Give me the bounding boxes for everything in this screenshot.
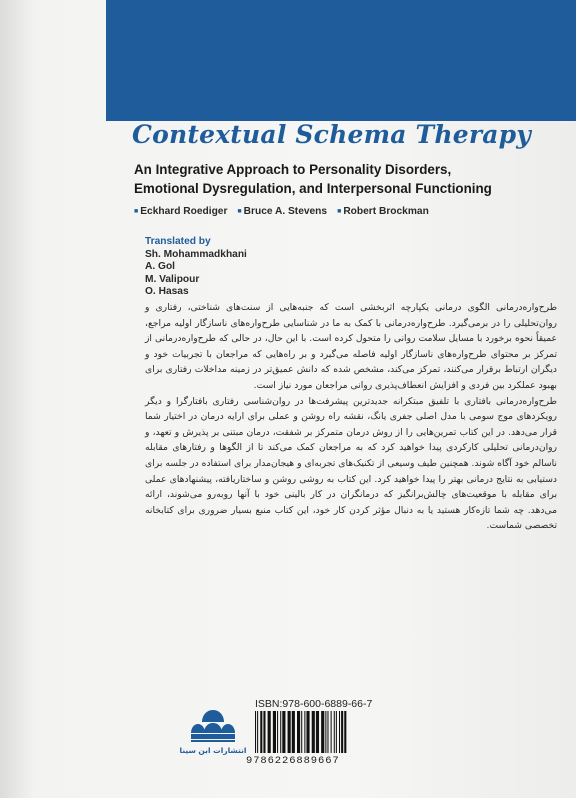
barcode-bar [255, 711, 256, 753]
barcode-digits: 9786226889667 [246, 755, 340, 767]
barcode-bar [327, 711, 328, 753]
translator-list [145, 236, 345, 299]
barcode-bar [268, 711, 271, 753]
barcode-bar [341, 711, 343, 753]
barcode-bar [297, 711, 300, 753]
barcode-bar [301, 711, 302, 753]
barcode-bar [282, 711, 285, 753]
publisher-name: انتشارات ابن سینا [179, 746, 247, 755]
dome-logo-icon [179, 708, 247, 764]
barcode-bar [292, 711, 295, 753]
barcode-bar [321, 711, 324, 753]
author-name: ■ Robert Brockman [337, 206, 429, 217]
book-subtitle [134, 160, 554, 198]
description-text [145, 300, 557, 534]
translator-name: M. Valipour [145, 273, 200, 285]
translator-name: Sh. Mohammadkhani [145, 248, 247, 260]
author-list [134, 206, 554, 217]
barcode-bar [257, 711, 258, 753]
isbn-label: ISBN:978-600-6889-66-7 [255, 698, 373, 710]
barcode-bar [334, 711, 335, 753]
barcode-bar [339, 711, 340, 753]
barcode-bar [273, 711, 276, 753]
author-name: ■ Bruce A. Stevens [237, 206, 327, 217]
barcode-bar [344, 711, 346, 753]
subtitle-line-2: Emotional Dysregulation, and Interpersonal Functioning [134, 181, 492, 196]
barcode-icon [253, 711, 395, 753]
barcode-bar [312, 711, 315, 753]
barcode-bar [325, 711, 326, 753]
author-name: ■ Eckhard Roediger [134, 206, 227, 217]
translator-name: A. Gol [145, 261, 175, 272]
description-paragraph-1: طرح‌واره‌درمانی الگوی درمانی یکپارچه اثربخشی است که جنبه‌هایی از سنت‌های شناختی، رفتاری و روان‌تحلیلی را در برمی‌گیرد. طرح‌واره‌درمانی با کمک به ما در شناسایی طرح‌واره‌های ناسازگار اولیه مراجع، عمیقاً نحوه برخورد با مسایل سلامت روانی را متحول کرده است. با این حال، در حالی که طرح‌واره‌درمانی از تمرکز بر محتوای طرح‌واره‌های ناسازگار اولیه فاصله می‌گیرد و بر راه‌هایی که مراجعان با تجربیات خود و دیگران ارتباط برقرار می‌کنند، تمرکز می‌کند، مشخص شده که دانش عمیق‌تر در زمینه مداخلات رفتاری برای بهبود عملکرد بین فردی و افزایش انعطاف‌پذیری روانی مراجعان مورد نیاز است. [145, 302, 557, 391]
barcode-bar [304, 711, 305, 753]
header-banner [106, 0, 576, 121]
translator-name: O. Hasas [145, 286, 189, 297]
barcode-bar [277, 711, 278, 753]
barcode-bar [306, 711, 309, 753]
book-title: Contextual Schema Therapy [132, 120, 532, 149]
barcode-bar [316, 711, 319, 753]
barcode-bar [280, 711, 281, 753]
barcode-bar [331, 711, 332, 753]
description-paragraph-2: طرح‌واره‌درمانی بافتاری با تلفیق مبتکرانه جدیدترین پیشرفت‌ها در روان‌شناسی رفتاری بافتارگرا و دیگر رویکردهای موج سومی با مدل اصلی جفری یانگ، نقشه راه روشن و عملی برای ارایه درمان در اختیار شما قرار می‌دهد. در این کتاب تمرین‌هایی را از روش درمان متمرکز بر شفقت، درمان مبتنی بر پذیرش و تعهد، و روان‌درمانی تحلیلی کارکردی پیدا خواهید کرد که به مراجعان کمک می‌کند تا از الگوها و رفتارهای مقابله ناسالم خود آگاه شوند. همچنین طیف وسیعی از تکنیک‌های تجربه‌ای و هیجان‌مدار برای استفاده در جلسه برای دستیابی به نتایج درمانی بهتر را پیدا خواهید کرد. این کتاب به روشی روشن و ساختاریافته، پیشنهادهای عملی برای مقابله با موقعیت‌های چالش‌برانگیز که درمانگران در کار بالینی خود با آنها روبه‌رو می‌شوند، ارائه می‌دهد. چه شما تازه‌کار هستید یا به دنبال مؤثر کردن کار خود، این کتاب منبع بسیار ضروری برای کتابخانه تخصصی شماست. [145, 395, 557, 532]
barcode-bar [263, 711, 265, 753]
translated-by-label: Translated by [145, 236, 211, 247]
subtitle-line-1: An Integrative Approach to Personality Disorders, [134, 162, 452, 177]
barcode-bar [260, 711, 262, 753]
barcode-bar [288, 711, 291, 753]
barcode-bar [336, 711, 337, 753]
